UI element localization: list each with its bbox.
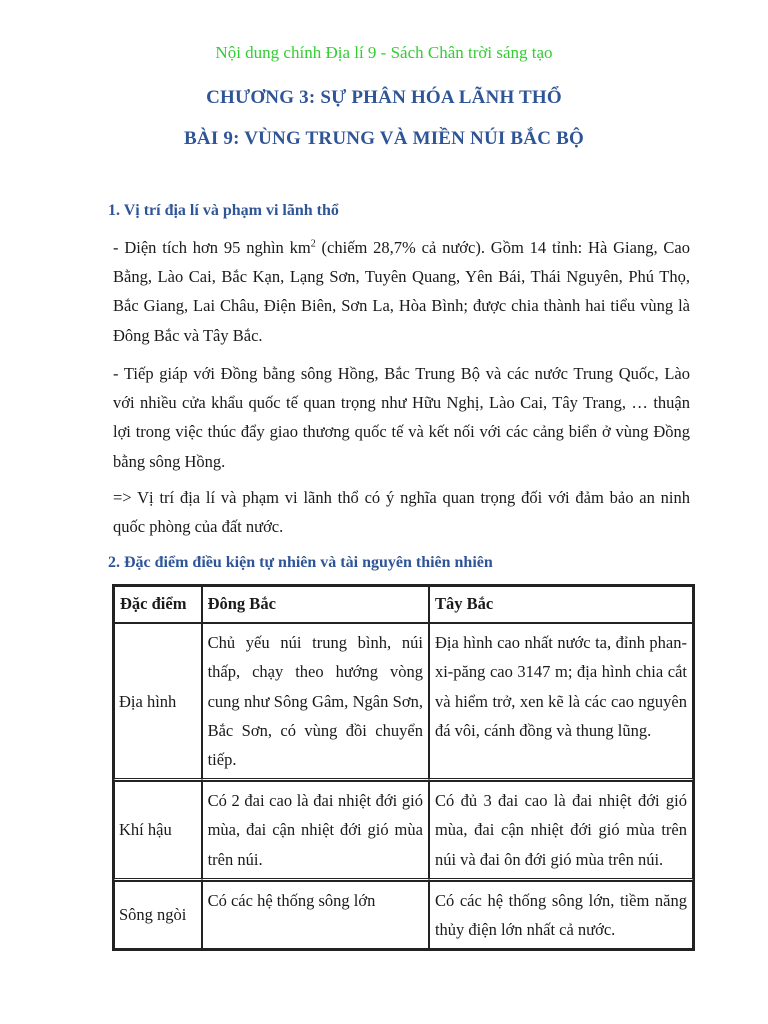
- lesson-title: BÀI 9: VÙNG TRUNG VÀ MIỀN NÚI BẮC BỘ: [184, 128, 584, 149]
- row-label-rivers: Sông ngòi: [114, 881, 202, 949]
- para1-text-b: (chiếm 28,7% cả nước). Gồm 14 tỉnh: Hà Giang, Cao Bằng, Lào Cai, Bắc Kạn, Lạng Sơn, Tuyên Quang, Yên Bái, Thái Nguyên, Phú Thọ, Bắc Giang, Lai Châu, Điện Biên, Sơn La, Hòa Bình; được chia thành hai tiểu vùng là Đông Bắc và Tây Bắc.: [113, 238, 690, 345]
- area-unit-superscript: 2: [310, 238, 316, 250]
- section-1-heading: 1. Vị trí địa lí và phạm vi lãnh thổ: [108, 202, 339, 219]
- section-1-paragraph-1: [113, 233, 690, 350]
- header-tay-bac: Tây Bắc: [429, 586, 693, 623]
- section-1-conclusion: => Vị trí địa lí và phạm vi lãnh thổ có ý nghĩa quan trọng đối với đảm bảo an ninh quốc phòng của đất nước.: [113, 488, 690, 537]
- chapter-title: CHƯƠNG 3: SỰ PHÂN HÓA LÃNH THỔ: [206, 87, 562, 108]
- cell-terrain-tay-bac: Địa hình cao nhất nước ta, đỉnh phan-xi-păng cao 3147 m; địa hình chia cắt và hiểm trở, xen kẽ là các cao nguyên đá vôi, cánh đồng và thung lũng.: [429, 623, 693, 781]
- para1-text-a: - Diện tích hơn 95 nghìn km: [113, 238, 311, 257]
- natural-conditions-table: [112, 584, 695, 951]
- table-row-climate: [114, 781, 693, 881]
- cell-rivers-dong-bac: Có các hệ thống sông lớn: [202, 881, 429, 949]
- header-feature: Đặc điểm: [114, 586, 202, 623]
- header-dong-bac: Đông Bắc: [202, 586, 429, 623]
- document-subtitle: Nội dung chính Địa lí 9 - Sách Chân trời sáng tạo: [215, 43, 553, 62]
- cell-climate-dong-bac: Có 2 đai cao là đai nhiệt đới gió mùa, đai cận nhiệt đới gió mùa trên núi.: [202, 781, 429, 881]
- row-label-terrain: Địa hình: [114, 623, 202, 781]
- table-header-row: [114, 586, 693, 623]
- section-1-paragraph-2: - Tiếp giáp với Đồng bằng sông Hồng, Bắc Trung Bộ và các nước Trung Quốc, Lào với nhiều cửa khẩu quốc tế quan trọng như Hữu Nghị, Lào Cai, Tây Trang, … thuận lợi trong việc thúc đẩy giao thương quốc tế và kết nối với các cảng biển ở vùng Đồng bằng sông Hồng.: [113, 364, 690, 471]
- section-2-heading: 2. Đặc điểm điều kiện tự nhiên và tài nguyên thiên nhiên: [108, 554, 493, 571]
- cell-climate-tay-bac: Có đủ 3 đai cao là đai nhiệt đới gió mùa, đai cận nhiệt đới gió mùa trên núi và đai ôn đới gió mùa trên núi.: [429, 781, 693, 881]
- table-row-terrain: [114, 623, 693, 781]
- cell-rivers-tay-bac: Có các hệ thống sông lớn, tiềm năng thủy điện lớn nhất cả nước.: [429, 881, 693, 949]
- row-label-climate: Khí hậu: [114, 781, 202, 881]
- table-row-rivers: [114, 881, 693, 949]
- cell-terrain-dong-bac: Chủ yếu núi trung bình, núi thấp, chạy theo hướng vòng cung như Sông Gâm, Ngân Sơn, Bắc Sơn, có vùng đồi chuyển tiếp.: [202, 623, 429, 781]
